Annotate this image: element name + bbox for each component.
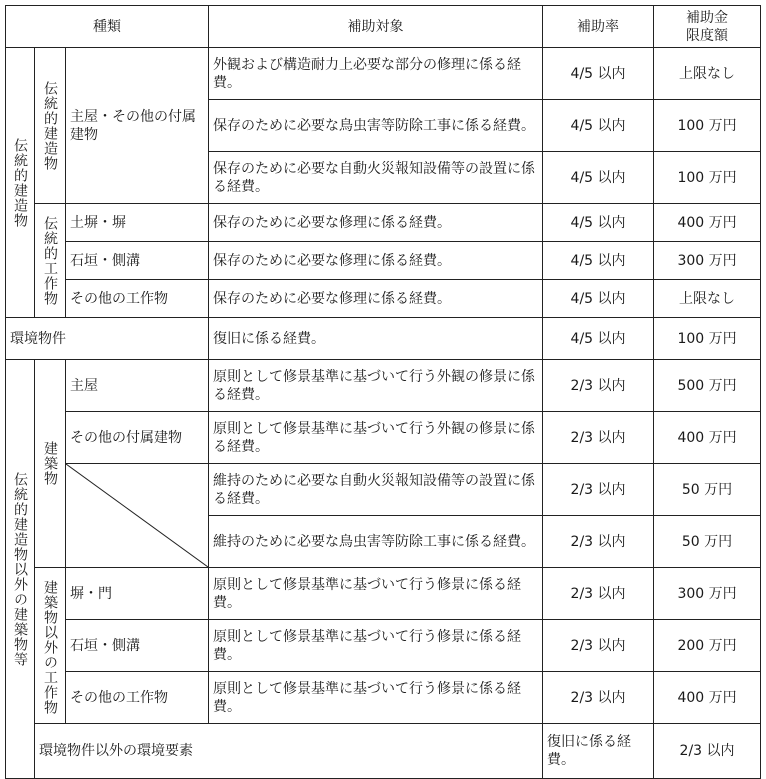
target-cell: 保存のために必要な鳥虫害等防除工事に係る経費。 bbox=[209, 100, 543, 152]
target-cell: 復旧に係る経費。 bbox=[209, 318, 543, 360]
limit-cell: 100 万円 bbox=[654, 152, 761, 204]
table-row bbox=[6, 568, 761, 620]
rate-cell: 2/3 以内 bbox=[543, 516, 654, 568]
kind-cell: その他の付属建物 bbox=[66, 412, 209, 464]
rate-cell: 4/5 以内 bbox=[543, 318, 654, 360]
limit-cell: 500 万円 bbox=[654, 360, 761, 412]
header-limit-line2: 限度額 bbox=[686, 27, 729, 44]
target-cell: 外観および構造耐力上必要な部分の修理に係る経費。 bbox=[209, 48, 543, 100]
limit-cell: 上限なし bbox=[654, 280, 761, 318]
table-row bbox=[6, 672, 761, 724]
rate-cell: 4/5 以内 bbox=[543, 152, 654, 204]
rate-cell: 4/5 以内 bbox=[543, 280, 654, 318]
table-row bbox=[6, 48, 761, 100]
group-trad-building: 伝統的建造物 bbox=[35, 48, 66, 204]
header-type: 種類 bbox=[6, 6, 209, 48]
header-target: 補助対象 bbox=[209, 6, 543, 48]
rate-cell: 2/3 以内 bbox=[543, 360, 654, 412]
rate-cell: 2/3 以内 bbox=[543, 412, 654, 464]
header-limit bbox=[654, 6, 761, 48]
table-row bbox=[6, 724, 761, 779]
kind-cell: その他の工作物 bbox=[66, 280, 209, 318]
target-cell: 維持のために必要な自動火災報知設備等の設置に係る経費。 bbox=[209, 464, 543, 516]
kind-cell: 主屋・その他の付属建物 bbox=[66, 48, 209, 204]
limit-cell: 400 万円 bbox=[654, 412, 761, 464]
limit-cell: 50 万円 bbox=[654, 464, 761, 516]
header-limit-line1: 補助金 bbox=[686, 9, 729, 26]
rate-cell: 4/5 以内 bbox=[543, 100, 654, 152]
table-row bbox=[6, 318, 761, 360]
kind-cell: その他の工作物 bbox=[66, 672, 209, 724]
kind-cell: 環境物件 bbox=[6, 318, 209, 360]
rate-cell: 4/5 以内 bbox=[543, 204, 654, 242]
empty-diagonal-cell bbox=[66, 464, 209, 568]
header-rate: 補助率 bbox=[543, 6, 654, 48]
group-trad-structure: 伝統的工作物 bbox=[35, 204, 66, 318]
rate-cell: 4/5 以内 bbox=[543, 242, 654, 280]
target-cell: 原則として修景基準に基づいて行う修景に係る経費。 bbox=[209, 620, 543, 672]
target-cell: 復旧に係る経費。 bbox=[543, 724, 654, 779]
limit-cell: 300 万円 bbox=[654, 242, 761, 280]
limit-cell: 400 万円 bbox=[654, 672, 761, 724]
kind-cell: 主屋 bbox=[66, 360, 209, 412]
target-cell: 維持のために必要な鳥虫害等防除工事に係る経費。 bbox=[209, 516, 543, 568]
table-row bbox=[6, 412, 761, 464]
group-non-traditional: 伝統的建造物以外の建築物等 bbox=[6, 360, 35, 779]
limit-cell: 400 万円 bbox=[654, 204, 761, 242]
table-row bbox=[6, 280, 761, 318]
limit-cell: 100 万円 bbox=[654, 100, 761, 152]
rate-cell: 2/3 以内 bbox=[543, 620, 654, 672]
table-row bbox=[6, 620, 761, 672]
group-non-structure: 建築物以外の工作物 bbox=[35, 568, 66, 724]
rate-cell: 2/3 以内 bbox=[543, 568, 654, 620]
group-traditional: 伝統的建造物 bbox=[6, 48, 35, 318]
limit-cell: 300 万円 bbox=[654, 568, 761, 620]
kind-cell: 土塀・塀 bbox=[66, 204, 209, 242]
header-row bbox=[6, 6, 761, 48]
kind-cell: 石垣・側溝 bbox=[66, 620, 209, 672]
rate-cell: 2/3 以内 bbox=[543, 464, 654, 516]
target-cell: 原則として修景基準に基づいて行う修景に係る経費。 bbox=[209, 672, 543, 724]
target-cell: 原則として修景基準に基づいて行う外観の修景に係る経費。 bbox=[209, 360, 543, 412]
target-cell: 保存のために必要な修理に係る経費。 bbox=[209, 242, 543, 280]
kind-cell: 石垣・側溝 bbox=[66, 242, 209, 280]
kind-cell: 環境物件以外の環境要素 bbox=[35, 724, 543, 779]
target-cell: 保存のために必要な修理に係る経費。 bbox=[209, 204, 543, 242]
kind-cell: 塀・門 bbox=[66, 568, 209, 620]
table-row bbox=[6, 242, 761, 280]
limit-cell: 100 万円 bbox=[654, 318, 761, 360]
table-row bbox=[6, 204, 761, 242]
limit-cell: 上限なし bbox=[654, 48, 761, 100]
rate-cell: 2/3 以内 bbox=[654, 724, 761, 779]
target-cell: 保存のために必要な修理に係る経費。 bbox=[209, 280, 543, 318]
subsidy-table bbox=[5, 5, 761, 779]
table-row bbox=[6, 360, 761, 412]
limit-cell: 50 万円 bbox=[654, 516, 761, 568]
target-cell: 保存のために必要な自動火災報知設備等の設置に係る経費。 bbox=[209, 152, 543, 204]
limit-cell: 200 万円 bbox=[654, 620, 761, 672]
target-cell: 原則として修景基準に基づいて行う外観の修景に係る経費。 bbox=[209, 412, 543, 464]
target-cell: 原則として修景基準に基づいて行う修景に係る経費。 bbox=[209, 568, 543, 620]
table-row bbox=[6, 464, 761, 516]
rate-cell: 4/5 以内 bbox=[543, 48, 654, 100]
group-non-building: 建築物 bbox=[35, 360, 66, 568]
rate-cell: 2/3 以内 bbox=[543, 672, 654, 724]
diagonal-line bbox=[66, 464, 208, 567]
